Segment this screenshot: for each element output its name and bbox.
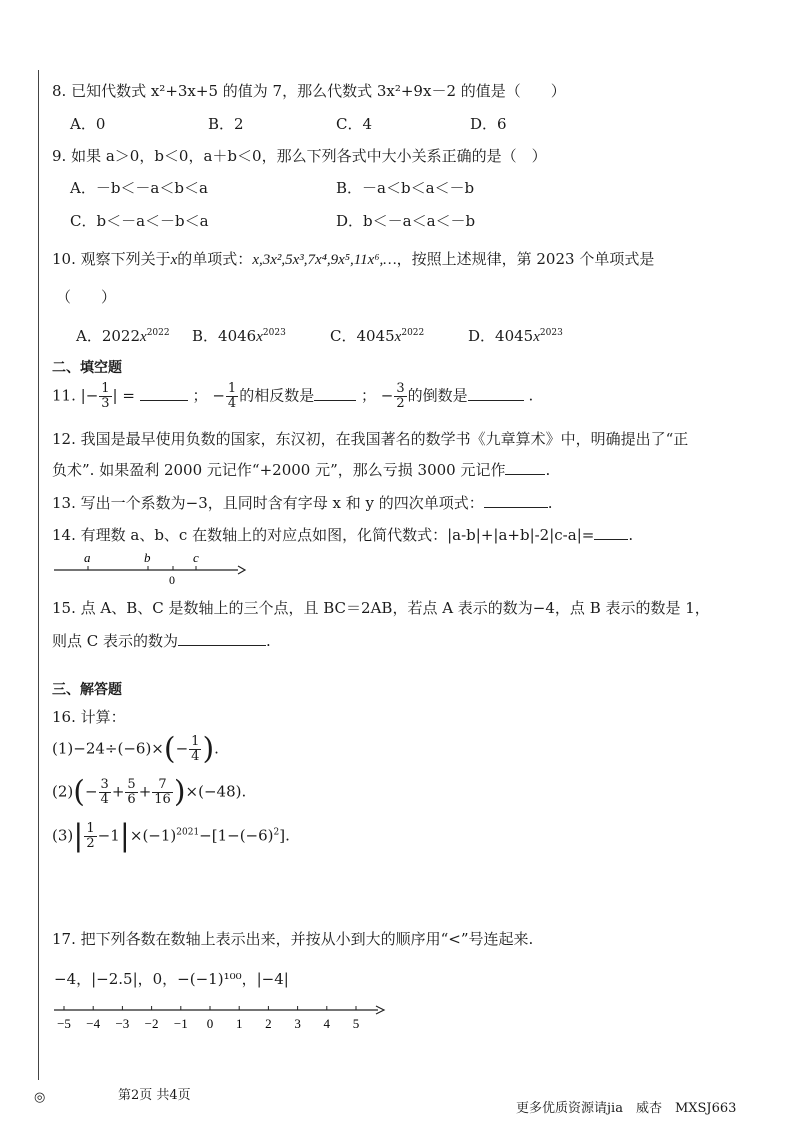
footer-circle-icon: ◎: [34, 1090, 46, 1105]
q16-part-1: (1)−24÷(−6)×(− $\frac{1}{4}$ ).: [52, 731, 219, 767]
question-14: 14. 有理数 a、b、c 在数轴上的对应点如图，化简代数式：|a-b|+|a+b|-2|c-a|= .: [52, 526, 634, 544]
q16-part-2: (2)(− $\frac{3}{4}$ + $\frac{5}{6}$ + $\frac{7}{16}$ )×(−48).: [52, 774, 247, 810]
q17-tick-label: 1: [235, 1016, 243, 1031]
q14-blank[interactable]: [594, 525, 628, 540]
q9-option-a: A．－b＜－a＜b＜a: [70, 179, 208, 197]
question-10-stem: 10. 观察下列关于x的单项式：x,3x²,5x³,7x⁴,9x⁵,11x⁶,…，按照上述规律，第 2023 个单项式是: [52, 250, 655, 268]
question-12-line2: 负术”. 如果盈利 2000 元记作“+2000 元”，那么亏损 3000 元记作 .: [52, 461, 551, 479]
q17-tick-label: 2: [265, 1016, 272, 1031]
q13-blank[interactable]: [484, 493, 548, 508]
q12-blank[interactable]: [505, 460, 545, 475]
q8-option-c: C．4: [336, 115, 373, 133]
q9-option-d: D．b＜－a＜a＜－b: [336, 212, 476, 230]
q17-tick-label: −3: [115, 1016, 130, 1031]
q11-blank-1[interactable]: [140, 386, 188, 401]
question-8-stem: 8. 已知代数式 x²+3x+5 的值为 7，那么代数式 3x²+9x－2 的值是（ ）: [52, 82, 566, 100]
section-2-heading: 二、填空题: [52, 360, 122, 376]
q17-tick-label: −4: [86, 1016, 101, 1031]
section-3-heading: 三、解答题: [52, 682, 122, 698]
q17-tick-label: 0: [206, 1016, 214, 1031]
q14-label-zero: 0: [169, 573, 175, 586]
q17-tick-label: −5: [57, 1016, 71, 1031]
q11-blank-3[interactable]: [468, 386, 524, 401]
q14-label-b: b: [144, 550, 151, 565]
q17-tick-label: −2: [144, 1016, 159, 1031]
question-16-title: 16. 计算：: [52, 708, 126, 726]
q10-option-c: C．$4045x^{2022}$: [330, 327, 425, 345]
q17-tick-label: 4: [323, 1016, 331, 1031]
question-15-line1: 15. 点 A、B、C 是数轴上的三个点，且 BC＝2AB，若点 A 表示的数为−4，点 B 表示的数是 1，: [52, 599, 710, 617]
q10-option-d: D．$4045x^{2023}$: [468, 327, 563, 345]
page-number: 第2页 共4页: [118, 1088, 191, 1103]
q8-option-b: B．2: [208, 115, 244, 133]
footer-watermark: 更多优质资源请jia 威杏 MXSJ663: [516, 1101, 737, 1116]
q14-label-c: c: [193, 550, 199, 565]
q10-option-b: B．$4046x^{2023}$: [192, 327, 286, 345]
question-12-line1: 12. 我国是最早使用负数的国家，东汉初，在我国著名的数学书《九章算术》中，明确提出了“正: [52, 430, 689, 448]
question-15-line2: 则点 C 表示的数为 .: [52, 632, 271, 650]
q8-option-d: D．6: [470, 115, 507, 133]
question-17-title: 17. 把下列各数在数轴上表示出来，并按从小到大的顺序用“<”号连起来.: [52, 930, 534, 948]
question-11: 11. |− $\frac{1}{3}$ | = ； − $\frac{1}{4}$ 的相反数是 ； − $\frac{3}{2}$ 的倒数是 .: [52, 381, 534, 411]
binding-margin-line: [38, 70, 39, 1080]
q11-blank-2[interactable]: [314, 386, 356, 401]
question-13: 13. 写出一个系数为−3，且同时含有字母 x 和 y 的四次单项式： .: [52, 494, 553, 512]
q9-option-b: B．－a＜b＜a＜－b: [336, 179, 475, 197]
q14-axis-arrow: [238, 566, 245, 574]
q10-answer-paren: （ ）: [56, 288, 117, 306]
q15-blank[interactable]: [178, 631, 266, 646]
q17-numbers: −4，|−2.5|，0，−(−1)¹⁰⁰，|−4|: [54, 970, 289, 988]
q14-label-a: a: [84, 550, 91, 565]
q16-part-3: (3)| $\frac{1}{2}$ $-1|\times(-1)^{2021}-[1-(-6)^2]$.: [52, 818, 290, 854]
q8-option-a: A．0: [70, 115, 106, 133]
q9-option-c: C．b＜－a＜－b＜a: [70, 212, 209, 230]
q17-tick-label: 5: [352, 1016, 360, 1031]
question-9-stem: 9. 如果 a＞0，b＜0，a＋b＜0，那么下列各式中大小关系正确的是（ ）: [52, 147, 547, 165]
q17-tick-label: 3: [294, 1016, 301, 1031]
q10-option-a: A．$2022x^{2022}$: [76, 327, 170, 345]
q14-number-line: [50, 546, 250, 586]
q17-number-line[interactable]: [50, 1000, 390, 1034]
q17-tick-label: −1: [173, 1016, 188, 1031]
